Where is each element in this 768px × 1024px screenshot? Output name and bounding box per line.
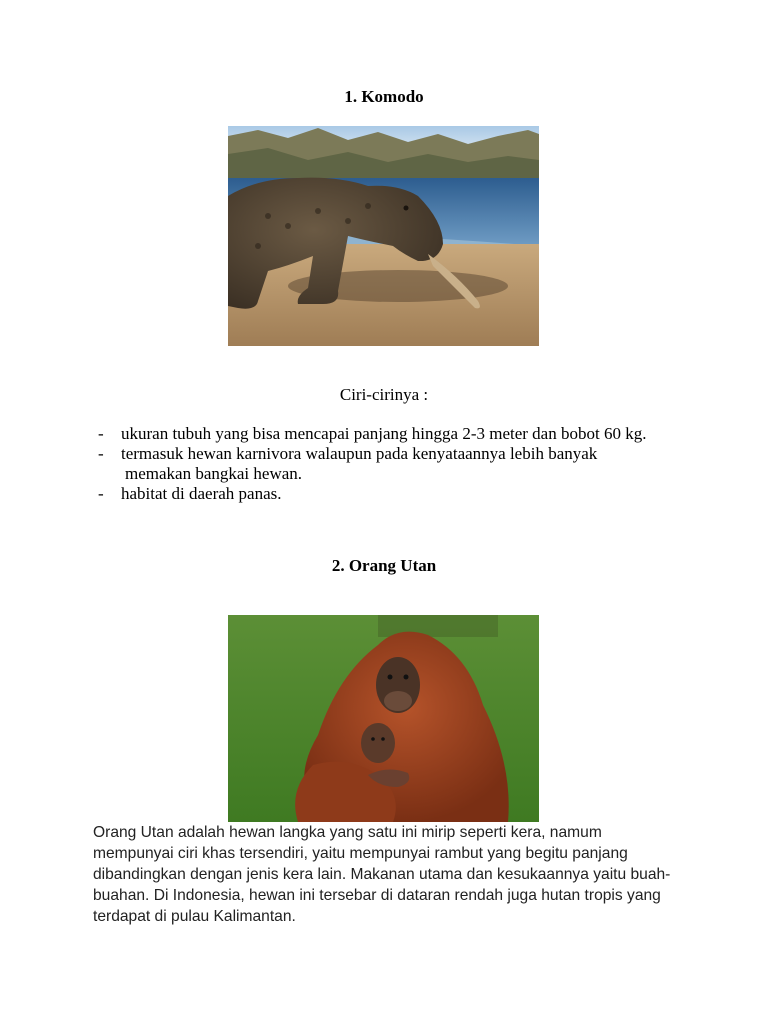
- bullet-text: ukuran tubuh yang bisa mencapai panjang hingga 2-3 meter dan bobot 60 kg.: [121, 424, 647, 443]
- bullet-dash: -: [98, 424, 104, 443]
- komodo-heading: 1. Komodo: [344, 87, 424, 106]
- komodo-characteristics-list: [98, 424, 678, 504]
- list-item: [98, 444, 678, 484]
- orangutan-heading: 2. Orang Utan: [331, 556, 437, 575]
- bullet-dash: -: [98, 444, 104, 463]
- bullet-text: habitat di daerah panas.: [121, 484, 282, 503]
- bullet-dash: -: [98, 484, 104, 503]
- characteristics-title: Ciri-cirinya :: [339, 385, 429, 404]
- orangutan-image: [228, 615, 539, 822]
- list-item: [98, 484, 678, 504]
- list-item: [98, 424, 678, 444]
- komodo-image: [228, 126, 539, 346]
- orangutan-description: Orang Utan adalah hewan langka yang satu ini mirip seperti kera, namum mempunyai ciri khas tersendiri, yaitu mempunyai rambut yang begitu panjang dibandingkan dengan jenis kera lain. Makanan utama dan kesukaannya yaitu buah-buahan. Di Indonesia, hewan ini tersebar di dataran rendah juga hutan tropis yang terdapat di pulau Kalimantan.: [93, 824, 671, 925]
- bullet-text-line2: memakan bangkai hewan.: [125, 464, 303, 483]
- bullet-text-line1: termasuk hewan karnivora walaupun pada kenyataannya lebih banyak: [121, 444, 598, 463]
